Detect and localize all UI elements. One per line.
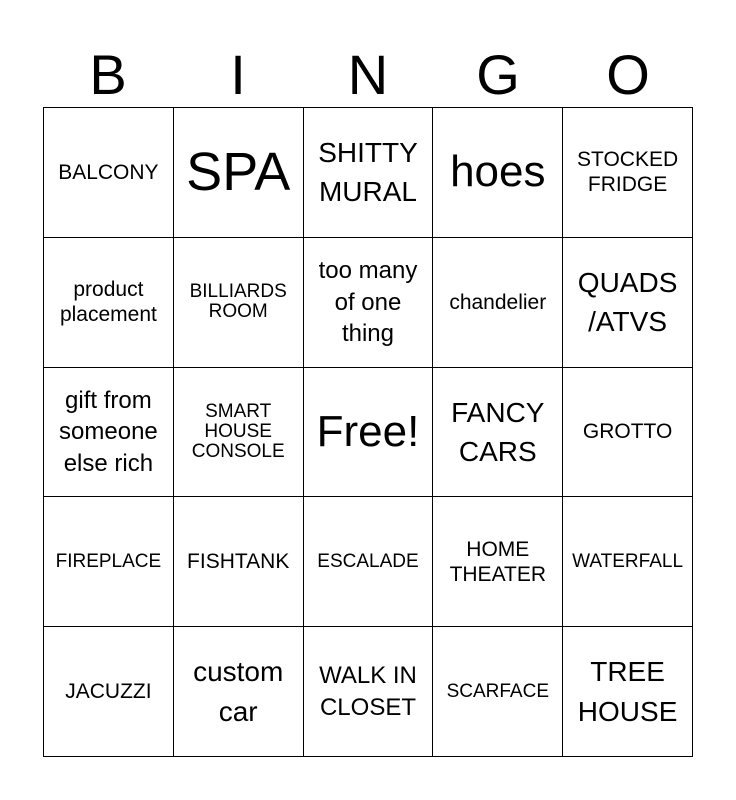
- bingo-cell[interactable]: BALCONY: [44, 108, 174, 238]
- bingo-cell[interactable]: SMART HOUSE CONSOLE: [174, 368, 304, 498]
- header-letter-g: G: [476, 43, 520, 106]
- bingo-cell[interactable]: chandelier: [433, 238, 563, 368]
- header-letter-o: O: [606, 43, 650, 106]
- bingo-header: [43, 44, 693, 106]
- header-letter-n: N: [347, 43, 389, 106]
- bingo-cell[interactable]: QUADS /ATVS: [563, 238, 693, 368]
- bingo-cell[interactable]: WATERFALL: [563, 497, 693, 627]
- bingo-cell[interactable]: GROTTO: [563, 368, 693, 498]
- free-space[interactable]: Free!: [304, 368, 434, 498]
- bingo-cell[interactable]: too many of one thing: [304, 238, 434, 368]
- bingo-cell[interactable]: SHITTY MURAL: [304, 108, 434, 238]
- header-letter-b: B: [89, 43, 127, 106]
- header-letter-i: I: [230, 43, 246, 106]
- bingo-grid: [43, 107, 693, 757]
- bingo-cell[interactable]: TREE HOUSE: [563, 627, 693, 757]
- bingo-cell[interactable]: SCARFACE: [433, 627, 563, 757]
- bingo-cell[interactable]: FANCY CARS: [433, 368, 563, 498]
- bingo-cell[interactable]: BILLIARDS ROOM: [174, 238, 304, 368]
- bingo-cell[interactable]: WALK IN CLOSET: [304, 627, 434, 757]
- bingo-cell[interactable]: SPA: [174, 108, 304, 238]
- bingo-cell[interactable]: HOME THEATER: [433, 497, 563, 627]
- bingo-cell[interactable]: FIREPLACE: [44, 497, 174, 627]
- bingo-cell[interactable]: custom car: [174, 627, 304, 757]
- bingo-cell[interactable]: gift from someone else rich: [44, 368, 174, 498]
- bingo-cell[interactable]: product placement: [44, 238, 174, 368]
- bingo-cell[interactable]: JACUZZI: [44, 627, 174, 757]
- bingo-cell[interactable]: STOCKED FRIDGE: [563, 108, 693, 238]
- bingo-cell[interactable]: FISHTANK: [174, 497, 304, 627]
- bingo-cell[interactable]: hoes: [433, 108, 563, 238]
- bingo-cell[interactable]: ESCALADE: [304, 497, 434, 627]
